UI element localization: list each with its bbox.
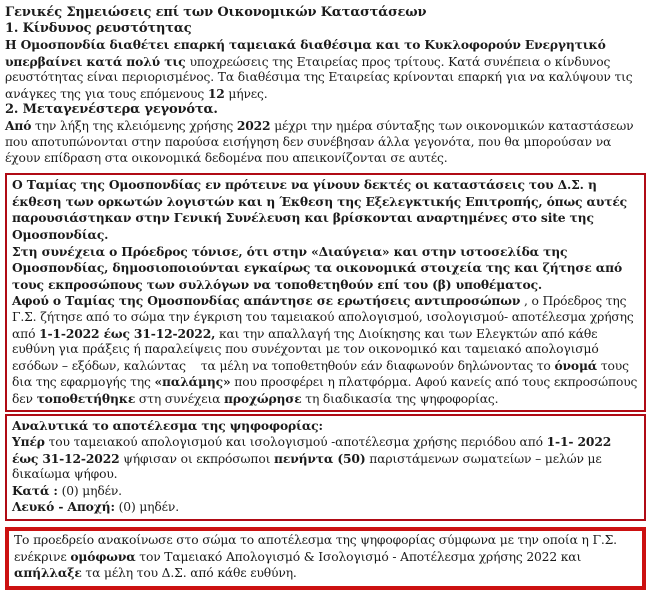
section-2-paragraph: Από την λήξη της κλειόμενης χρήσης 2022 μέχρι την ημέρα σύνταξης των οικονομικών καταστάσεων που αποτυπώνονται στην παρούσα εισήγηση δεν συνέβησαν άλλα γεγονότα, που θα μπορούσαν να έχουν επίδραση στα οικονομικά δεδομένα που απεικονίζονται σε αυτές.	[5, 118, 634, 165]
treasurer-statement-paragraph: Ο Ταμίας της Ομοσπονδίας εν πρότεινε να γίνουν δεκτές οι καταστάσεις του Δ.Σ. η έκθεση των ορκωτών λογιστών και η Έκθεση της Εξελεγκτικής Επιτροπής, όπως αυτές παρουσιάστηκαν στην Γενική Συνέλευση και βρίσκονται αναρτημένες στο site της Ομοσπονδίας.	[12, 177, 627, 242]
announcement-box	[5, 527, 646, 590]
section-1-heading: 1. Κίνδυνος ρευστότητας	[5, 21, 192, 36]
section-1-paragraph: Η Ομοσπονδία διαθέτει επαρκή ταμειακά διαθέσιμα και το Κυκλοφορούν Ενεργητικό υπερβαίνει κατά πολύ τις υποχρεώσεις της Εταιρείας προς τρίτους. Κατά συνέπεια ο κίνδυνος ρευστότητας είναι περιορισμένος. Τα διαθέσιμα της Εταιρείας κρίνονται επαρκή για να καλύψουν τις ανάγκες της για τους επόμενους 12 μήνες.	[5, 37, 633, 101]
announcement-paragraph: Το προεδρείο ανακοίνωσε στο σώμα το αποτέλεσμα της ψηφοφορίας σύμφωνα με την οποία η Γ.Σ. ενέκρινε ομόφωνα τον Ταμειακό Απολογισμό & Ισολογισμό - Αποτέλεσμα χρήσης 2022 και απήλλαξε τα μέλη του Δ.Σ. από κάθε ευθύνη.	[14, 533, 617, 581]
approval-request-paragraph: Αφού ο Ταμίας της Ομοσπονδίας απάντησε σε ερωτήσεις αντιπροσώπων , ο Πρόεδρος της Γ.Σ. ζήτησε από το σώμα την έγκριση του ταμειακού απολογισμού, ισολογισμού- αποτέλεσμα χρήσης από 1-1-2022 έως 31-12-2022, και την απαλλαγή της Διοίκησης και των Ελεγκτών από κάθε ευθύνη για πράξεις ή παραλείψεις που συνέχονται με τον οικονομικό και ταμειακό απολογισμό εσόδων – εξόδων, καλώντας τα μέλη να τοποθετηθούν εάν διαφωνούν δηλώνοντας το όνομά τους δια της εφαρμογής της «παλάμης» που προσφέρει η πλατφόρμα. Αφού κανείς από τους εκπροσώπους δεν τοποθετήθηκε στη συνέχεια προχώρησε τη διαδικασία της ψηφοφορίας.	[12, 293, 638, 406]
vote-for-line: Υπέρ του ταμειακού απολογισμού και ισολογισμού -αποτέλεσμα χρήσης περιόδου από 1-1- 2022 έως 31-12-2022 ψήφισαν οι εκπρόσωποι πενήντα (50) παριστάμενων σωματείων – μελών με δικαίωμα ψήφου.	[12, 434, 612, 482]
section-2-heading: 2. Μεταγενέστερα γεγονότα.	[5, 102, 218, 118]
vote-against-line: Κατά : (0) μηδέν.	[12, 482, 122, 498]
vote-blank-line: Λευκό - Αποχή: (0) μηδέν.	[12, 499, 179, 515]
page-title: Γενικές Σημειώσεις επί των Οικονομικών Καταστάσεων	[5, 5, 427, 20]
president-statement-paragraph: Στη συνέχεια ο Πρόεδρος τόνισε, ότι στην «Διαύγεια» και στην ιστοσελίδα της Ομοσπονδίας, δημοσιοποιούνται εγκαίρως τα οικονομικά στοιχεία της και ζήτησε από τους εκπροσώπους των συλλόγων να τοποθετηθούν επί του (β) υποθέματος.	[12, 243, 623, 292]
vote-results-heading: Αναλυτικά το αποτέλεσμα της ψηφοφορίας:	[12, 418, 323, 434]
vote-results-box	[5, 414, 646, 521]
treasurer-minutes-box	[5, 173, 646, 412]
